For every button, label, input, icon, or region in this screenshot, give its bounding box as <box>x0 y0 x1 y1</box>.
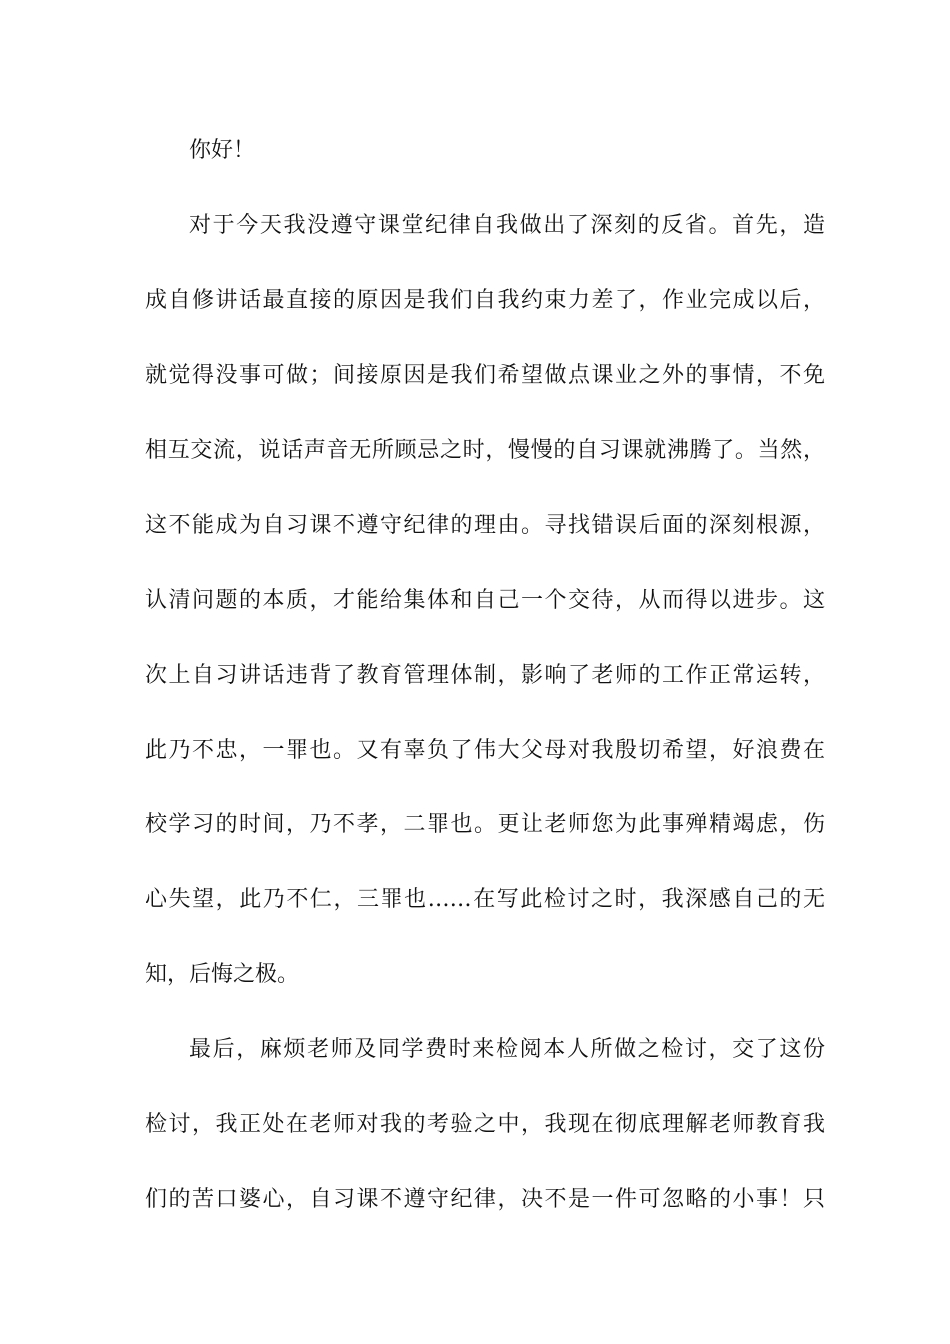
paragraph-line: 成自修讲话最直接的原因是我们自我约束力差了，作业完成以后， <box>145 288 825 313</box>
greeting: 你好！ <box>189 138 256 163</box>
paragraph-line: 认清问题的本质，才能给集体和自己一个交待，从而得以进步。这 <box>145 588 825 613</box>
paragraph-line: 就觉得没事可做；间接原因是我们希望做点课业之外的事情，不免 <box>145 363 825 388</box>
paragraph-line: 心失望，此乃不仁，三罪也……在写此检讨之时，我深感自己的无 <box>145 887 825 912</box>
paragraph-line: 知，后悔之极。 <box>145 962 300 987</box>
paragraph-line: 次上自习讲话违背了教育管理体制，影响了老师的工作正常运转， <box>145 663 825 688</box>
paragraph-line: 们的苦口婆心，自习课不遵守纪律，决不是一件可忽略的小事！只 <box>145 1187 825 1212</box>
paragraph-line: 检讨，我正处在老师对我的考验之中，我现在彻底理解老师教育我 <box>145 1112 825 1137</box>
paragraph-line: 校学习的时间，乃不孝，二罪也。更让老师您为此事殚精竭虑，伤 <box>145 812 825 837</box>
paragraph-line: 相互交流，说话声音无所顾忌之时，慢慢的自习课就沸腾了。当然， <box>145 438 825 463</box>
paragraph-line: 对于今天我没遵守课堂纪律自我做出了深刻的反省。首先，造 <box>189 213 825 238</box>
paragraph-line: 此乃不忠，一罪也。又有辜负了伟大父母对我殷切希望，好浪费在 <box>145 738 825 763</box>
paragraph-line: 这不能成为自习课不遵守纪律的理由。寻找错误后面的深刻根源， <box>145 513 825 538</box>
paragraph-line: 最后，麻烦老师及同学费时来检阅本人所做之检讨，交了这份 <box>189 1037 825 1062</box>
